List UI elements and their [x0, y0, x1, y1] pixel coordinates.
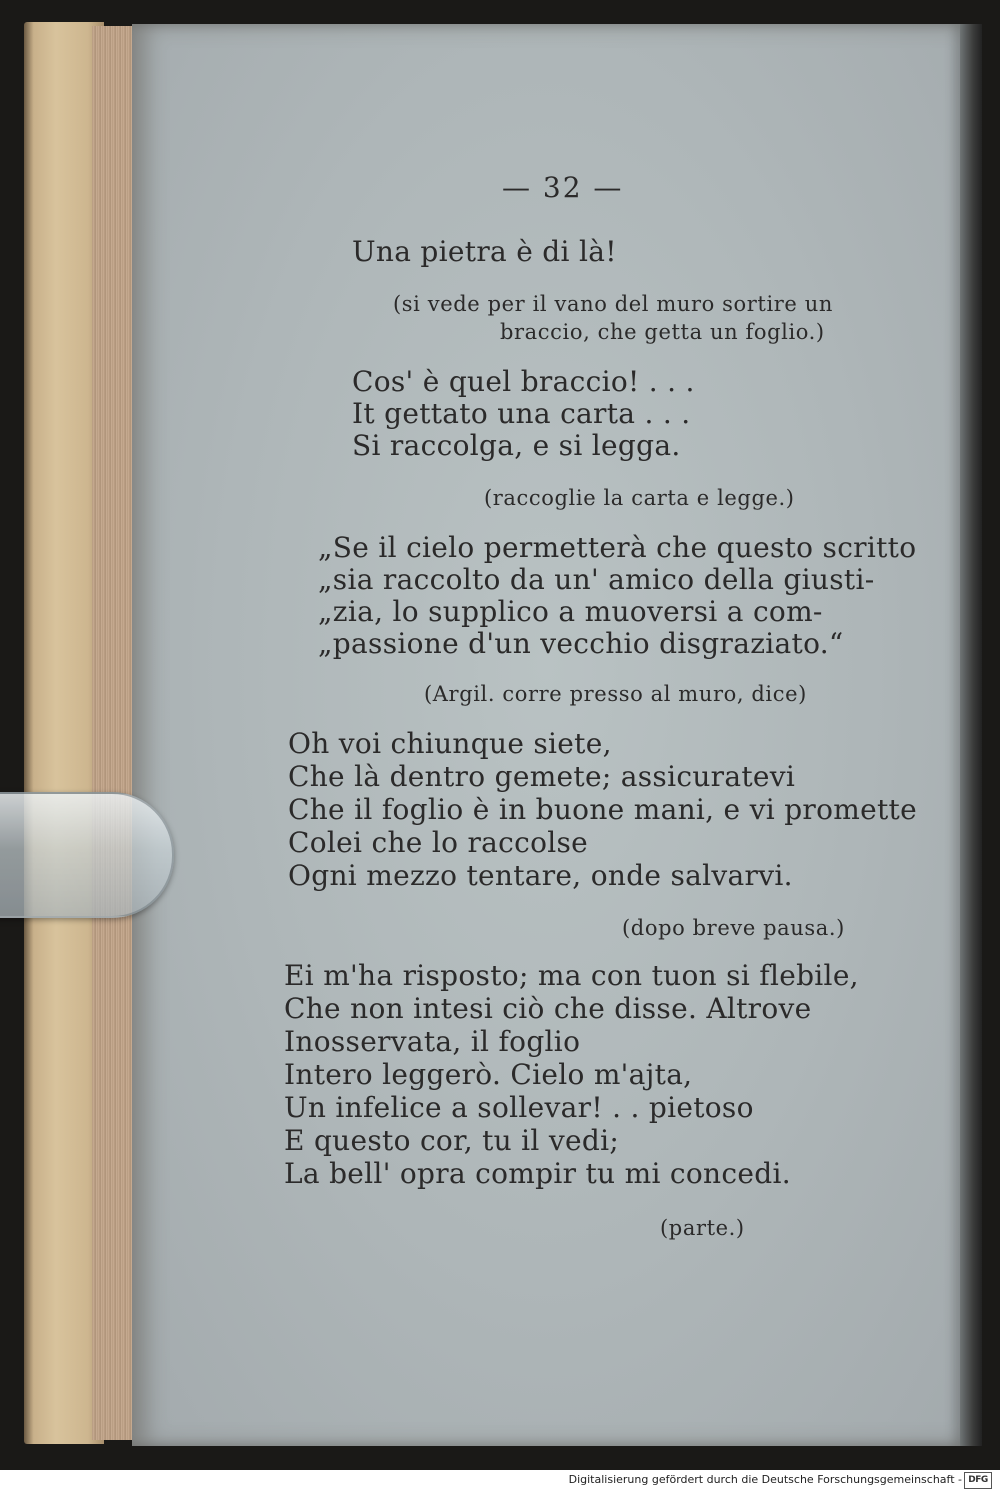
verse-line: Inosservata, il foglio	[284, 1025, 581, 1058]
stage-direction: (raccoglie la carta e legge.)	[484, 486, 795, 510]
verse-line: Un infelice a sollevar! . . pietoso	[284, 1091, 754, 1124]
verse-line: Ogni mezzo tentare, onde salvarvi.	[288, 859, 793, 892]
page-gutter-shadow	[960, 24, 982, 1446]
verse-line: Una pietra è di là!	[352, 235, 617, 268]
letter-quote-line: „zia, lo supplico a muoversi a com-	[318, 595, 823, 628]
verse-line: Che il foglio è in buone mani, e vi promette	[288, 793, 917, 826]
verse-line: Che non intesi ciò che disse. Altrove	[284, 992, 812, 1025]
stage-direction: braccio, che getta un foglio.)	[500, 320, 825, 344]
verse-line: Colei che lo raccolse	[288, 826, 589, 859]
verse-line: La bell' opra compir tu mi concedi.	[284, 1157, 791, 1190]
verse-line: Oh voi chiunque siete,	[288, 727, 612, 760]
verse-line: Si raccolga, e si legga.	[352, 429, 681, 462]
page-clip	[0, 792, 174, 918]
stage-direction: (parte.)	[660, 1216, 745, 1240]
verse-line: Intero leggerò. Cielo m'ajta,	[284, 1058, 693, 1091]
verse-line: E questo cor, tu il vedi;	[284, 1124, 620, 1157]
verse-line: It gettato una carta . . .	[352, 397, 691, 430]
stage-direction: (si vede per il vano del muro sortire un	[393, 292, 833, 316]
dfg-logo: DFG	[964, 1472, 992, 1489]
verse-line: Cos' è quel braccio! . . .	[352, 365, 695, 398]
stage-direction: (dopo breve pausa.)	[622, 916, 845, 940]
letter-quote-line: „passione d'un vecchio disgraziato.“	[318, 627, 844, 660]
verse-line: Ei m'ha risposto; ma con tuon si flebile,	[284, 959, 859, 992]
stage-direction: (Argil. corre presso al muro, dice)	[424, 682, 807, 706]
verse-line: Che là dentro gemete; assicuratevi	[288, 760, 796, 793]
letter-quote-line: „sia raccolto da un' amico della giusti-	[318, 563, 875, 596]
letter-quote-line: „Se il cielo permetterà che questo scritto	[318, 531, 917, 564]
page-number: — 32 —	[502, 171, 624, 204]
funding-credit: Digitalisierung gefördert durch die Deutsche Forschungsgemeinschaft -	[568, 1473, 962, 1486]
